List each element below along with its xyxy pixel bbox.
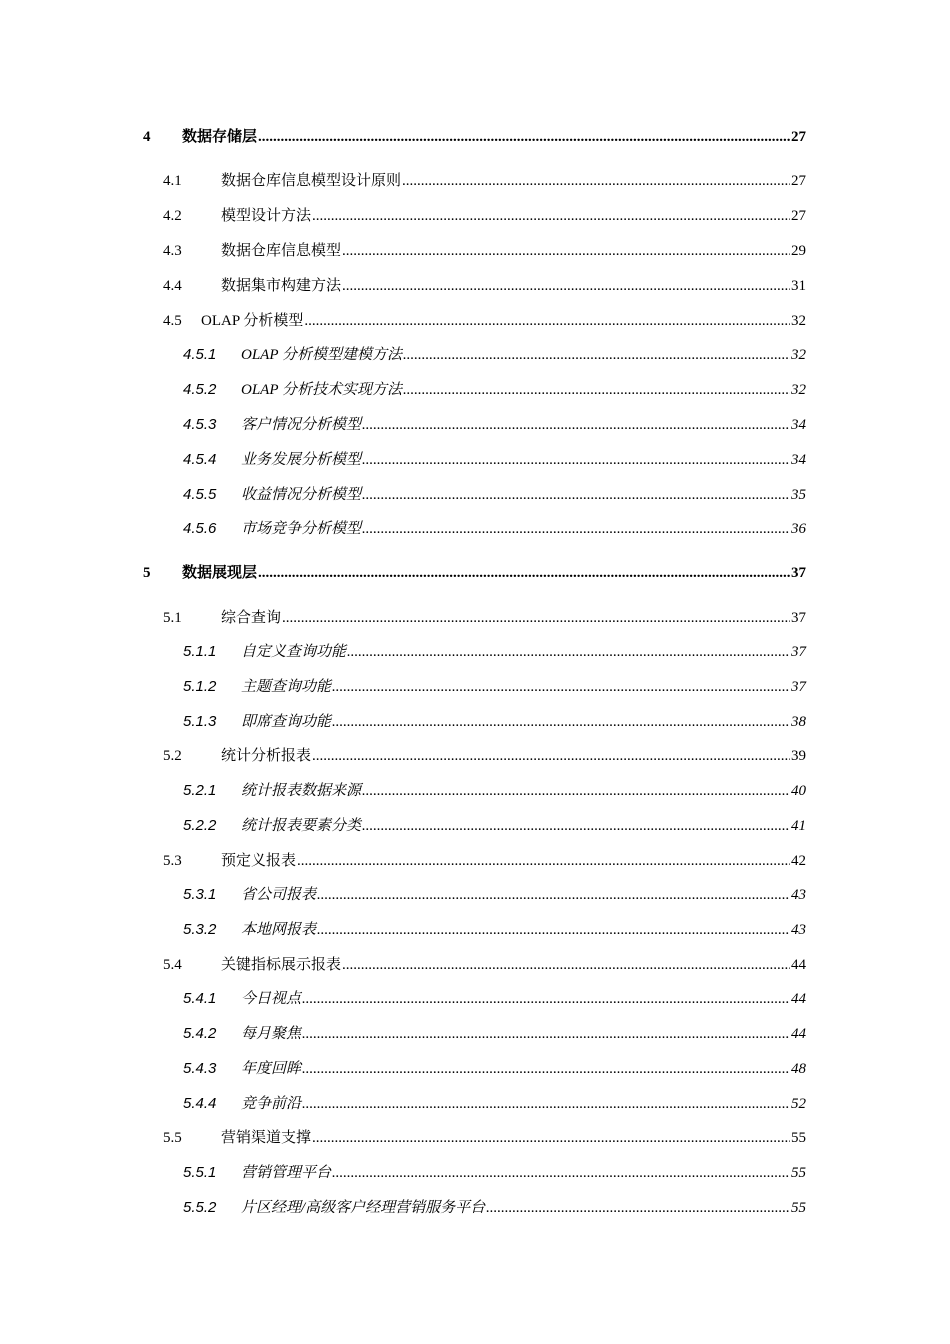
dot-leader bbox=[282, 607, 790, 629]
toc-entry-5-1-3[interactable] bbox=[183, 711, 806, 733]
dot-leader bbox=[312, 1127, 790, 1149]
toc-entry-4-2[interactable] bbox=[163, 205, 806, 227]
toc-title: 每月聚焦 bbox=[241, 1026, 302, 1042]
toc-title: 综合查询 bbox=[221, 610, 282, 626]
dot-leader bbox=[317, 884, 790, 906]
toc-entry-5-1-2[interactable] bbox=[183, 676, 806, 698]
toc-title: 省公司报表 bbox=[241, 887, 317, 903]
toc-number: 5.3 bbox=[163, 853, 182, 869]
toc-page-number: 44 bbox=[791, 1026, 806, 1042]
toc-page-number: 55 bbox=[791, 1200, 806, 1216]
toc-number: 5.4 bbox=[163, 957, 182, 973]
toc-entry-5-5-1[interactable] bbox=[183, 1162, 806, 1184]
toc-page-number: 44 bbox=[791, 957, 806, 973]
toc-entry-4-5-3[interactable] bbox=[183, 414, 806, 436]
toc-page-number: 32 bbox=[791, 382, 806, 398]
toc-entry-5-4-1[interactable] bbox=[183, 988, 806, 1010]
toc-number: 5.1.3 bbox=[183, 713, 217, 730]
toc-number: 5.5.2 bbox=[183, 1199, 217, 1216]
dot-leader bbox=[297, 850, 790, 872]
toc-number: 5.2.2 bbox=[183, 817, 217, 834]
toc-entry-5-3-1[interactable] bbox=[183, 884, 806, 906]
toc-page-number: 48 bbox=[791, 1061, 806, 1077]
toc-number: 5.5.1 bbox=[183, 1164, 217, 1181]
dot-leader bbox=[362, 449, 790, 471]
toc-title: 客户情况分析模型 bbox=[241, 417, 362, 433]
toc-entry-5-4-3[interactable] bbox=[183, 1058, 806, 1080]
toc-number: 5.4.1 bbox=[183, 990, 217, 1007]
dot-leader bbox=[332, 676, 790, 698]
toc-number: 5 bbox=[143, 565, 151, 581]
toc-entry-5-4-4[interactable] bbox=[183, 1093, 806, 1115]
toc-number: 5.5 bbox=[163, 1130, 182, 1146]
toc-page-number: 32 bbox=[791, 347, 806, 363]
toc-title: 即席查询功能 bbox=[241, 714, 332, 730]
toc-page-number: 52 bbox=[791, 1096, 806, 1112]
toc-entry-5-1[interactable] bbox=[163, 607, 806, 629]
toc-entry-5-2[interactable] bbox=[163, 745, 806, 767]
toc-title: 数据仓库信息模型设计原则 bbox=[221, 173, 402, 189]
toc-entry-4-1[interactable] bbox=[163, 170, 806, 192]
toc-page-number: 37 bbox=[791, 679, 806, 695]
toc-title: 数据仓库信息模型 bbox=[221, 243, 342, 259]
toc-page-number: 27 bbox=[791, 173, 806, 189]
toc-entry-5-2-2[interactable] bbox=[183, 815, 806, 837]
dot-leader bbox=[403, 344, 790, 366]
toc-title: 竞争前沿 bbox=[241, 1096, 302, 1112]
toc-entry-4-5-1[interactable] bbox=[183, 344, 806, 366]
dot-leader bbox=[342, 954, 790, 976]
toc-page-number: 39 bbox=[791, 748, 806, 764]
toc-entry-4[interactable] bbox=[143, 126, 806, 148]
dot-leader bbox=[258, 126, 790, 148]
dot-leader bbox=[332, 711, 790, 733]
toc-entry-4-4[interactable] bbox=[163, 275, 806, 297]
toc-number: 4.5.5 bbox=[183, 486, 217, 503]
toc-number: 5.3.2 bbox=[183, 921, 217, 938]
dot-leader bbox=[486, 1197, 790, 1219]
toc-page-number: 37 bbox=[791, 610, 806, 626]
dot-leader bbox=[362, 414, 790, 436]
dot-leader bbox=[302, 1058, 790, 1080]
dot-leader bbox=[332, 1162, 790, 1184]
toc-number: 5.3.1 bbox=[183, 886, 217, 903]
toc-number: 4.3 bbox=[163, 243, 182, 259]
toc-page-number: 43 bbox=[791, 887, 806, 903]
toc-number: 5.2 bbox=[163, 748, 182, 764]
toc-number: 5.1.2 bbox=[183, 678, 217, 695]
toc-number: 4.5.4 bbox=[183, 451, 217, 468]
toc-page-number: 38 bbox=[791, 714, 806, 730]
toc-entry-4-5-5[interactable] bbox=[183, 484, 806, 506]
dot-leader bbox=[302, 988, 790, 1010]
toc-entry-4-5[interactable] bbox=[163, 310, 806, 332]
toc-entry-5-3[interactable] bbox=[163, 850, 806, 872]
toc-title: 片区经理/高级客户经理营销服务平台 bbox=[241, 1200, 486, 1216]
dot-leader bbox=[347, 641, 790, 663]
dot-leader bbox=[362, 484, 790, 506]
toc-title: OLAP 分析模型 bbox=[201, 313, 304, 329]
toc-title: 营销管理平台 bbox=[241, 1165, 332, 1181]
toc-page-number: 27 bbox=[791, 129, 806, 145]
toc-page-number: 31 bbox=[791, 278, 806, 294]
toc-title: 营销渠道支撑 bbox=[221, 1130, 312, 1146]
dot-leader bbox=[342, 275, 790, 297]
dot-leader bbox=[258, 562, 790, 584]
toc-title: 关键指标展示报表 bbox=[221, 957, 342, 973]
toc-entry-5-3-2[interactable] bbox=[183, 919, 806, 941]
toc-title: 年度回眸 bbox=[241, 1061, 302, 1077]
toc-page-number: 36 bbox=[791, 521, 806, 537]
toc-number: 4 bbox=[143, 129, 151, 145]
toc-page-number: 37 bbox=[791, 565, 806, 581]
toc-entry-4-3[interactable] bbox=[163, 240, 806, 262]
toc-number: 4.5.2 bbox=[183, 381, 217, 398]
toc-entry-4-5-2[interactable] bbox=[183, 379, 806, 401]
toc-entry-5-1-1[interactable] bbox=[183, 641, 806, 663]
dot-leader bbox=[302, 1093, 790, 1115]
toc-number: 5.4.3 bbox=[183, 1060, 217, 1077]
toc-title: 主题查询功能 bbox=[241, 679, 332, 695]
toc-entry-5-2-1[interactable] bbox=[183, 780, 806, 802]
toc-title: 预定义报表 bbox=[221, 853, 297, 869]
toc-title: 模型设计方法 bbox=[221, 208, 312, 224]
toc-number: 5.2.1 bbox=[183, 782, 217, 799]
toc-entry-5-5-2[interactable] bbox=[183, 1197, 806, 1219]
toc-entry-4-5-4[interactable] bbox=[183, 449, 806, 471]
dot-leader bbox=[304, 310, 790, 332]
toc-title: 今日视点 bbox=[241, 991, 302, 1007]
dot-leader bbox=[302, 1023, 790, 1045]
toc-title: OLAP 分析模型建模方法 bbox=[241, 347, 402, 363]
toc-title: 业务发展分析模型 bbox=[241, 452, 362, 468]
toc-page-number: 29 bbox=[791, 243, 806, 259]
toc-page-number: 27 bbox=[791, 208, 806, 224]
toc-number: 4.1 bbox=[163, 173, 182, 189]
toc-title: 数据展现层 bbox=[182, 565, 258, 581]
dot-leader bbox=[342, 240, 790, 262]
toc-entry-5-4-2[interactable] bbox=[183, 1023, 806, 1045]
toc-number: 5.4.4 bbox=[183, 1095, 217, 1112]
toc-title: 统计报表要素分类 bbox=[241, 818, 362, 834]
toc-title: 数据存储层 bbox=[182, 129, 258, 145]
toc-page-number: 35 bbox=[791, 487, 806, 503]
toc-number: 5.1.1 bbox=[183, 643, 217, 660]
toc-page-number: 43 bbox=[791, 922, 806, 938]
toc-title: 统计报表数据来源 bbox=[241, 783, 362, 799]
toc-title: 市场竞争分析模型 bbox=[241, 521, 362, 537]
toc-page-number: 37 bbox=[791, 644, 806, 660]
toc-page-number: 32 bbox=[791, 313, 806, 329]
dot-leader bbox=[362, 780, 790, 802]
toc-page-number: 55 bbox=[791, 1130, 806, 1146]
toc-number: 4.5.1 bbox=[183, 346, 217, 363]
toc-number: 5.1 bbox=[163, 610, 182, 626]
toc-page-number: 40 bbox=[791, 783, 806, 799]
dot-leader bbox=[362, 518, 790, 540]
toc-page-number: 42 bbox=[791, 853, 806, 869]
toc-number: 4.5.3 bbox=[183, 416, 217, 433]
toc-page-number: 34 bbox=[791, 452, 806, 468]
toc-entry-5-4[interactable] bbox=[163, 954, 806, 976]
dot-leader bbox=[312, 745, 790, 767]
toc-number: 5.4.2 bbox=[183, 1025, 217, 1042]
dot-leader bbox=[402, 170, 790, 192]
dot-leader bbox=[317, 919, 790, 941]
toc-title: 数据集市构建方法 bbox=[221, 278, 342, 294]
toc-page-number: 41 bbox=[791, 818, 806, 834]
toc-number: 4.4 bbox=[163, 278, 182, 294]
dot-leader bbox=[403, 379, 790, 401]
toc-entry-5[interactable] bbox=[143, 562, 806, 584]
toc-number: 4.5 bbox=[163, 313, 182, 329]
toc-entry-5-5[interactable] bbox=[163, 1127, 806, 1149]
toc-page-number: 44 bbox=[791, 991, 806, 1007]
toc-title: 统计分析报表 bbox=[221, 748, 312, 764]
toc-page-number: 34 bbox=[791, 417, 806, 433]
toc-page-number: 55 bbox=[791, 1165, 806, 1181]
dot-leader bbox=[362, 815, 790, 837]
toc-title: 本地网报表 bbox=[241, 922, 317, 938]
toc-number: 4.2 bbox=[163, 208, 182, 224]
toc-number: 4.5.6 bbox=[183, 520, 217, 537]
dot-leader bbox=[312, 205, 790, 227]
toc-title: OLAP 分析技术实现方法 bbox=[241, 382, 402, 398]
toc-title: 自定义查询功能 bbox=[241, 644, 347, 660]
toc-entry-4-5-6[interactable] bbox=[183, 518, 806, 540]
toc-title: 收益情况分析模型 bbox=[241, 487, 362, 503]
